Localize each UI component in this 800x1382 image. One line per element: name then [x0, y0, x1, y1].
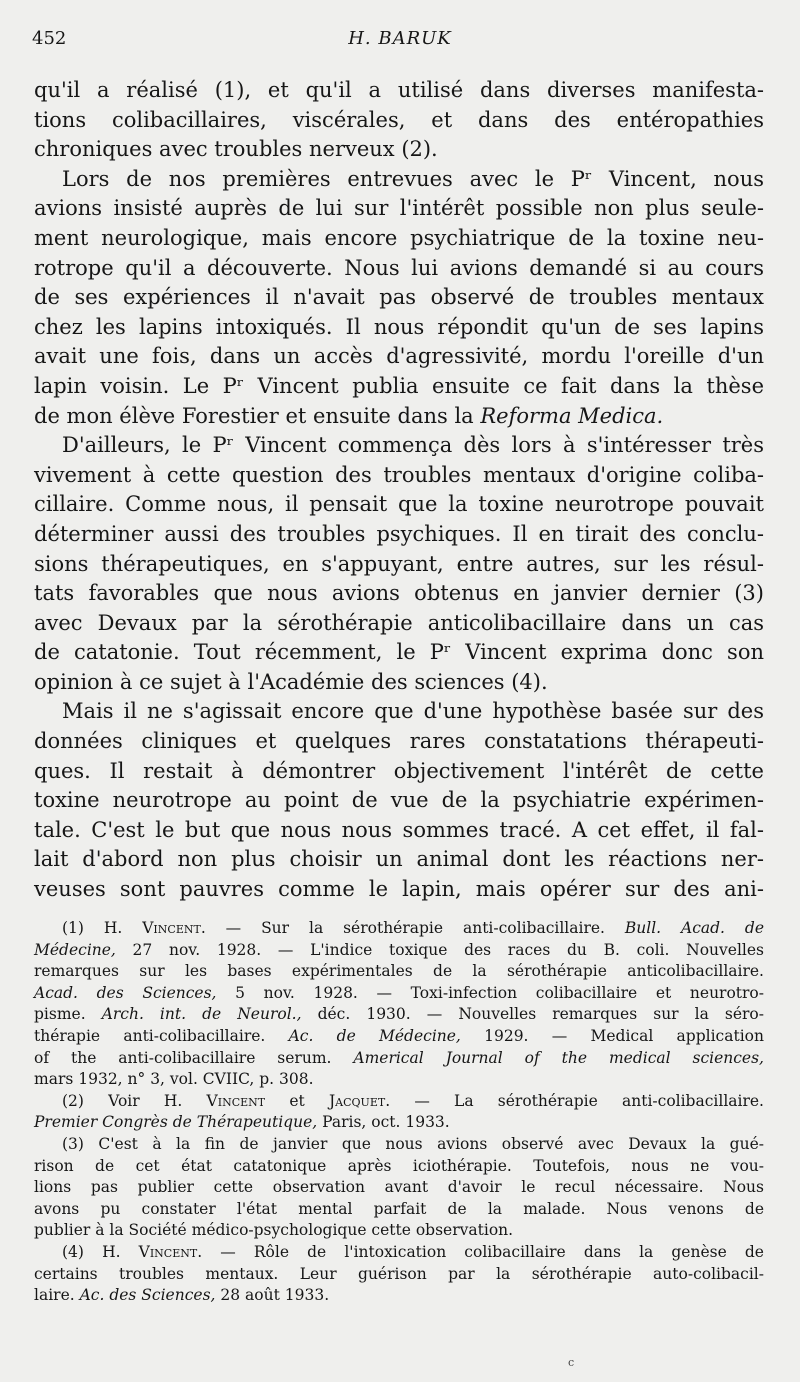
- note-text: lions pas publier cette observation avant d'avoir le recul nécessaire. Nous: [34, 1178, 764, 1197]
- text-line: ment neurologique, mais encore psychiatrique de la toxine neu-: [34, 225, 764, 250]
- paragraph-end: [34, 668, 764, 698]
- text-line: de catatonie. Tout récemment, le Pʳ Vincent exprima donc son: [34, 640, 764, 665]
- footnote-1-end: [34, 1069, 764, 1091]
- main-text: [34, 76, 764, 905]
- paragraph: [34, 697, 764, 904]
- text-line: données cliniques et quelques rares constatations thérapeuti-: [34, 729, 764, 754]
- note-text: Paris, oct. 1933.: [317, 1113, 450, 1132]
- note-text: (4) H.: [62, 1242, 139, 1261]
- text-line: ques. Il restait à démontrer objectivement l'intérêt de cette: [34, 758, 764, 783]
- note-text: (1) H.: [62, 919, 143, 937]
- text-line: avions insisté auprès de lui sur l'intérêt possible non plus seule-: [34, 196, 764, 221]
- text-line: D'ailleurs, le Pʳ Vincent commença dès lors à s'intéresser très: [62, 433, 764, 458]
- footnote-1: [34, 918, 764, 1069]
- footnote-3-end: [34, 1220, 764, 1242]
- printer-mark: c: [568, 1356, 575, 1369]
- paragraph-end: [34, 135, 764, 165]
- note-text: 28 août 1933.: [215, 1286, 330, 1305]
- text-line: rotrope qu'il a découverte. Nous lui avions demandé si au cours: [34, 255, 764, 280]
- note-text: publier à la Société médico-psychologique cette observation.: [34, 1221, 514, 1240]
- note-italic: Ac. de Médecine,: [288, 1026, 461, 1045]
- note-text: (2) Voir H.: [62, 1091, 207, 1110]
- paragraph-end: [34, 402, 764, 432]
- text-line: tats favorables que nous avions obtenus en janvier dernier (3): [34, 581, 764, 606]
- text-line: opinion à ce sujet à l'Académie des sciences (4).: [34, 669, 548, 694]
- text-line: Mais il ne s'agissait encore que d'une hypothèse basée sur des: [62, 699, 764, 724]
- author-name: Jacquet: [328, 1091, 386, 1110]
- note-italic: Premier Congrès de Thérapeutique,: [34, 1113, 318, 1132]
- text-line: chroniques avec troubles nerveux (2).: [34, 137, 438, 162]
- page-header: [32, 28, 768, 60]
- author-name: Vincent: [142, 919, 201, 937]
- note-text: . — Rôle de l'intoxication colibacillaire dans la genèse de: [197, 1242, 764, 1261]
- note-text: 1929. — Medical application: [460, 1026, 764, 1045]
- text-line: veuses sont pauvres comme le lapin, mais opérer sur des ani-: [34, 877, 764, 902]
- note-text: remarques sur les bases expérimentales de la sérothérapie anticolibacillaire.: [34, 962, 764, 981]
- note-text: rison de cet état catatonique après iciothérapie. Toutefois, nous ne vou-: [34, 1156, 764, 1175]
- note-italic: Acad. des Sciences,: [34, 983, 217, 1002]
- paragraph: [34, 165, 764, 402]
- text-line: Lors de nos premières entrevues avec le Pʳ Vincent, nous: [62, 166, 764, 191]
- text-line: lapin voisin. Le Pʳ Vincent publia ensuite ce fait dans la thèse: [34, 373, 764, 398]
- footnote-2: [34, 1091, 764, 1113]
- text-line: de mon élève Forestier et ensuite dans la: [34, 403, 481, 428]
- text-line: vivement à cette question des troubles mentaux d'origine coliba-: [34, 462, 764, 487]
- note-text: of the anti-colibacillaire serum.: [34, 1048, 354, 1067]
- note-text: et: [265, 1091, 329, 1110]
- footnotes: [34, 918, 764, 1307]
- note-italic: Médecine,: [34, 940, 116, 959]
- paragraph: [34, 76, 764, 135]
- note-text: mars 1932, n° 3, vol. CVIIC, p. 308.: [34, 1070, 314, 1089]
- text-line: chez les lapins intoxiqués. Il nous répondit qu'un de ses lapins: [34, 314, 764, 339]
- note-text: 27 nov. 1928. — L'indice toxique des races du B. coli. Nouvelles: [115, 940, 764, 959]
- text-line: sions thérapeutiques, en s'appuyant, entre autres, sur les résul-: [34, 551, 764, 576]
- note-text: thérapie anti-colibacillaire.: [34, 1026, 289, 1045]
- text-line: tale. C'est le but que nous nous sommes tracé. A cet effet, il fal-: [34, 817, 764, 842]
- author-name: Vincent: [206, 1091, 266, 1110]
- note-text: certains troubles mentaux. Leur guérison par la sérothérapie auto-colibacil-: [34, 1264, 764, 1283]
- text-line: déterminer aussi des troubles psychiques. Il en tirait des conclu-: [34, 521, 764, 546]
- text-line: de ses expériences il n'avait pas observé de troubles mentaux: [34, 285, 764, 310]
- journal-title: Reforma Medica.: [480, 403, 664, 428]
- footnote-4: [34, 1242, 764, 1285]
- text-line: toxine neurotrope au point de vue de la psychiatrie expérimen-: [34, 788, 764, 813]
- note-text: . — Sur la sérothérapie anti-colibacillaire.: [200, 919, 625, 937]
- note-italic: Bull. Acad. de: [624, 919, 764, 937]
- paragraph: [34, 431, 764, 668]
- text-line: qu'il a réalisé (1), et qu'il a utilisé dans diverses manifesta-: [34, 78, 764, 102]
- note-text: pisme.: [34, 1005, 102, 1024]
- text-line: avait une fois, dans un accès d'agressivité, mordu l'oreille d'un: [34, 344, 764, 369]
- footnote-3: [34, 1134, 764, 1220]
- note-text: déc. 1930. — Nouvelles remarques sur la séro-: [301, 1005, 764, 1024]
- note-text: laire.: [34, 1286, 80, 1305]
- footnote-4-end: [34, 1285, 764, 1307]
- footnote-2-end: [34, 1112, 764, 1134]
- note-italic: Ac. des Sciences,: [79, 1286, 216, 1305]
- note-text: avons pu constater l'état mental parfait de la malade. Nous venons de: [34, 1199, 764, 1218]
- text-line: avec Devaux par la sérothérapie anticolibacillaire dans un cas: [34, 610, 764, 635]
- author-name: Vincent: [138, 1242, 198, 1261]
- text-line: cillaire. Comme nous, il pensait que la toxine neurotrope pouvait: [34, 492, 764, 517]
- note-text: 5 nov. 1928. — Toxi-infection colibacillaire et neurotro-: [216, 983, 765, 1002]
- note-italic: Arch. int. de Neurol.,: [101, 1005, 302, 1024]
- page-number: 452: [32, 28, 67, 49]
- note-text: . — La sérothérapie anti-colibacillaire.: [385, 1091, 764, 1110]
- text-line: tions colibacillaires, viscérales, et dans des entéropathies: [34, 107, 764, 132]
- text-line: lait d'abord non plus choisir un animal dont les réactions ner-: [34, 847, 764, 872]
- note-italic: Americal Journal of the medical sciences,: [353, 1048, 764, 1067]
- running-head: H. BARUK: [348, 28, 452, 49]
- note-text: (3) C'est à la fin de janvier que nous avions observé avec Devaux la gué-: [62, 1134, 764, 1153]
